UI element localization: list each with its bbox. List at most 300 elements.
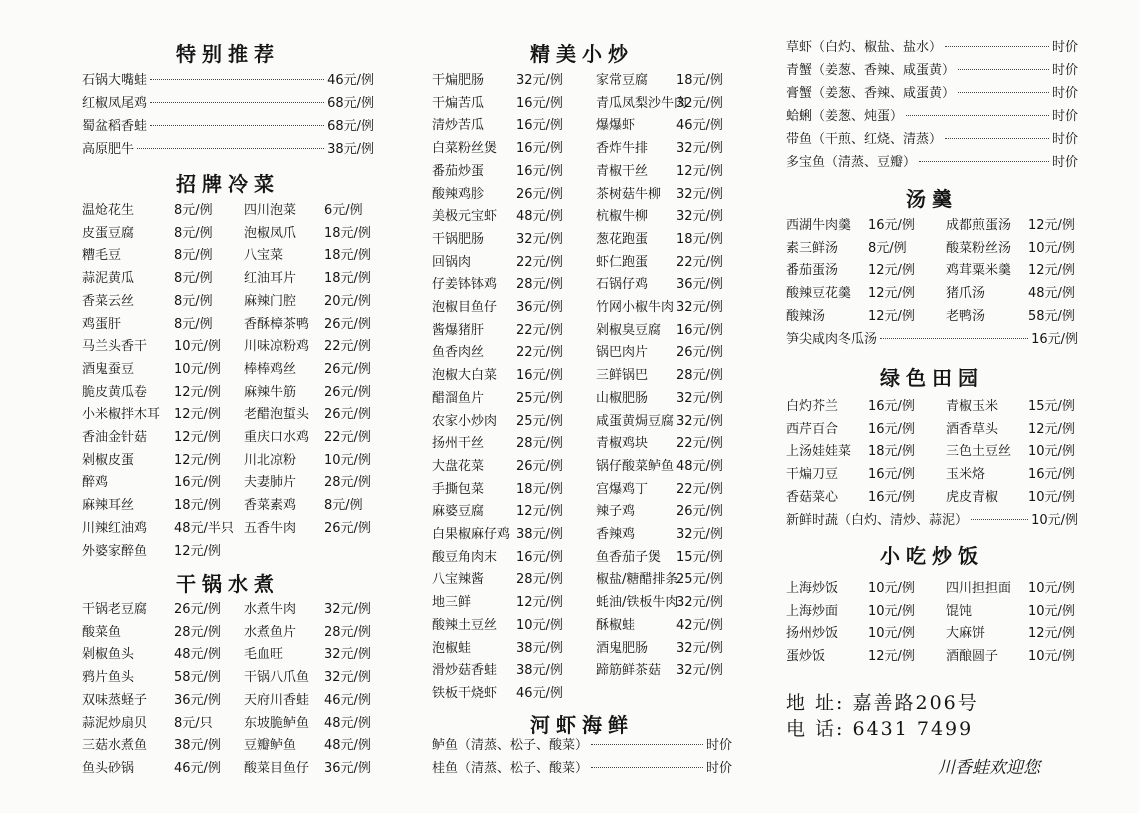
dish-name: 膏蟹（姜葱、香辣、咸蛋黄） [786, 86, 956, 101]
dish-price: 8元/例 [174, 225, 213, 241]
dish-name: 三菇水煮鱼 [82, 738, 148, 754]
dish-price: 16元/例 [1031, 332, 1078, 347]
dish-price: 26元/例 [516, 186, 563, 202]
menu-row [432, 206, 732, 228]
dish-price: 28元/例 [516, 277, 563, 293]
dish-price: 32元/例 [676, 640, 723, 656]
menu-row [82, 404, 374, 426]
dish-name: 青椒鸡块 [596, 436, 649, 452]
dish-price: 时价 [1051, 132, 1078, 147]
menu-row [786, 283, 1078, 305]
dish-name: 石锅大嘴蛙 [82, 73, 148, 88]
dish-name: 鸡茸粟米羹 [946, 263, 1012, 279]
dish-price: 18元/例 [676, 73, 723, 88]
dish-price: 20元/例 [324, 293, 371, 309]
dish-name: 鸡蛋肝 [82, 316, 122, 332]
dish-name: 酸菜鱼 [82, 624, 122, 640]
dish-price: 48元/半只 [174, 520, 234, 536]
dish-name: 新鲜时蔬（白灼、清炒、蒜泥） [786, 513, 969, 528]
dish-name: 茶树菇牛柳 [596, 186, 662, 202]
dish-price: 16元/例 [868, 421, 915, 437]
dish-name: 鱼头砂锅 [82, 760, 135, 776]
dot-leader [958, 92, 1049, 93]
dish-name: 酒酿圆子 [946, 649, 999, 665]
dish-name: 香菜云丝 [82, 293, 135, 309]
dish-price: 48元/例 [1028, 286, 1075, 302]
dish-name: 剁椒鱼头 [82, 647, 135, 663]
menu-row [432, 758, 732, 780]
menu-row [82, 314, 374, 336]
dish-price: 42元/例 [676, 617, 723, 633]
dish-price: 12元/例 [676, 163, 723, 179]
dish-price: 22元/例 [516, 345, 563, 361]
dish-name: 石锅仔鸡 [596, 277, 649, 293]
dish-name: 草虾（白灼、椒盐、盐水） [786, 40, 943, 55]
dish-price: 26元/例 [676, 345, 723, 361]
dish-name: 虎皮青椒 [946, 489, 999, 505]
menu-row [82, 245, 374, 267]
dish-name: 泡椒目鱼仔 [432, 300, 498, 315]
dish-name: 干煸肥肠 [432, 73, 485, 88]
dish-name: 棒棒鸡丝 [244, 361, 297, 377]
menu-row [786, 623, 1078, 645]
dish-name: 夫妻肺片 [244, 475, 297, 491]
dish-name: 酸菜目鱼仔 [244, 760, 310, 776]
dish-price: 16元/例 [868, 489, 915, 505]
dish-name: 滑炒菇香蛙 [432, 663, 498, 679]
dish-name: 白菜粉丝煲 [432, 141, 498, 157]
menu-row [82, 427, 374, 449]
dish-price: 16元/例 [1028, 467, 1075, 483]
dish-name: 干锅八爪鱼 [244, 670, 310, 686]
dish-price: 22元/例 [516, 254, 563, 270]
menu-row [432, 93, 732, 115]
dish-name: 地三鲜 [432, 595, 472, 611]
dish-name: 皮蛋豆腐 [82, 225, 135, 241]
dish-price: 16元/例 [868, 467, 915, 483]
dish-name: 水煮鱼片 [244, 624, 297, 640]
dish-name: 西湖牛肉羹 [786, 218, 852, 233]
dish-name: 爆爆虾 [596, 118, 636, 134]
dish-price: 48元/例 [324, 738, 371, 754]
dish-name: 马兰头香干 [82, 339, 148, 355]
dish-name: 八宝菜 [244, 248, 284, 264]
menu-row [786, 306, 1078, 328]
dish-name: 温炝花生 [82, 203, 135, 218]
dish-name: 猪爪汤 [946, 286, 986, 302]
dot-leader [945, 46, 1049, 47]
dish-name: 铁板干烧虾 [432, 685, 498, 701]
dish-name: 糟毛豆 [82, 248, 122, 264]
menu-row [432, 683, 732, 705]
menu-row [786, 419, 1078, 441]
dish-name: 多宝鱼（清蒸、豆瓣） [786, 155, 917, 170]
dish-price: 12元/例 [868, 649, 915, 665]
dish-name: 扬州干丝 [432, 436, 485, 452]
dish-name: 青椒干丝 [596, 163, 649, 179]
menu-row [786, 396, 1078, 418]
menu-row [82, 116, 374, 138]
dish-name: 红油耳片 [244, 271, 297, 287]
dish-price: 12元/例 [174, 452, 221, 468]
dot-leader [906, 115, 1049, 116]
dish-price: 18元/例 [174, 498, 221, 514]
dish-price: 26元/例 [324, 520, 371, 536]
dish-price: 26元/例 [324, 407, 371, 423]
menu-row [432, 569, 732, 591]
dish-name: 麻辣门腔 [244, 293, 297, 309]
menu-row [82, 70, 374, 92]
dish-name: 老鸭汤 [946, 308, 986, 324]
menu-row [82, 622, 374, 644]
dish-price: 15元/例 [1028, 399, 1075, 414]
dish-price: 10元/例 [174, 339, 221, 355]
menu-row [786, 215, 1078, 237]
menu-row [82, 450, 374, 472]
dish-price: 10元/例 [324, 452, 371, 468]
dish-name: 酒鬼蚕豆 [82, 361, 135, 377]
section-title: 精美小炒 [530, 42, 634, 66]
dish-name: 竹网小椒牛肉 [596, 300, 675, 315]
dish-name: 川辣红油鸡 [82, 520, 148, 536]
dish-price: 32元/例 [676, 595, 723, 611]
menu-row [786, 329, 1078, 351]
dish-name: 青椒玉米 [946, 399, 999, 414]
dish-price: 10元/例 [868, 603, 915, 619]
dish-name: 仔姜钵钵鸡 [432, 277, 498, 293]
dish-price: 18元/例 [324, 271, 371, 287]
dish-name: 美极元宝虾 [432, 209, 498, 225]
dish-price: 8元/例 [174, 248, 213, 264]
dish-price: 16元/例 [516, 95, 563, 111]
dish-price: 时价 [1051, 109, 1078, 124]
dish-price: 18元/例 [516, 481, 563, 497]
dish-name: 香酥樟茶鸭 [244, 316, 310, 332]
dish-name: 蛤蜊（姜葱、炖蛋） [786, 109, 904, 124]
dot-leader [137, 148, 324, 149]
dish-price: 15元/例 [676, 549, 723, 565]
dish-name: 回锅肉 [432, 254, 472, 270]
menu-row [82, 268, 374, 290]
menu-row [82, 223, 374, 245]
menu-row [786, 464, 1078, 486]
dish-price: 12元/例 [1028, 421, 1075, 437]
dish-price: 26元/例 [516, 458, 563, 474]
dot-leader [919, 161, 1049, 162]
dish-name: 鱼香肉丝 [432, 345, 485, 361]
dish-price: 10元/例 [1028, 603, 1075, 619]
dish-name: 白果椒麻仔鸡 [432, 527, 511, 542]
dish-price: 18元/例 [676, 231, 723, 247]
dot-leader [150, 125, 324, 126]
dish-name: 玉米烙 [946, 467, 986, 483]
menu-row [82, 541, 374, 563]
dish-price: 8元/例 [868, 240, 907, 256]
dish-price: 26元/例 [324, 316, 371, 332]
menu-row [432, 274, 732, 296]
dish-price: 28元/例 [324, 475, 371, 491]
dish-price: 时价 [705, 761, 732, 776]
dish-name: 香炸牛排 [596, 141, 649, 157]
dish-name: 手撕包菜 [432, 481, 485, 497]
dish-name: 家常豆腐 [596, 73, 649, 88]
dish-name: 扬州炒饭 [786, 626, 839, 642]
dish-name: 宫爆鸡丁 [596, 481, 649, 497]
dish-price: 32元/例 [676, 209, 723, 225]
menu-row [432, 138, 732, 160]
dish-price: 12元/例 [516, 595, 563, 611]
dish-name: 老醋泡蜇头 [244, 407, 310, 423]
address: 地 址: 嘉善路206号 [786, 692, 979, 714]
dish-price: 10元/例 [174, 361, 221, 377]
dish-price: 38元/例 [516, 663, 563, 679]
menu-row [786, 238, 1078, 260]
menu-row [432, 433, 732, 455]
dish-name: 蹄筋鲜茶菇 [596, 663, 662, 679]
dish-name: 麻婆豆腐 [432, 504, 485, 520]
dish-name: 酸豆角肉末 [432, 549, 498, 565]
dish-price: 48元/例 [324, 715, 371, 731]
dish-name: 红椒凤尾鸡 [82, 96, 148, 111]
menu-row [82, 713, 374, 735]
dish-price: 10元/例 [516, 617, 563, 633]
signature: 川香蛙欢迎您 [938, 758, 1040, 778]
dish-price: 28元/例 [516, 436, 563, 452]
menu-row [432, 456, 732, 478]
dish-name: 酸辣汤 [786, 308, 826, 324]
dish-name: 八宝辣酱 [432, 572, 485, 588]
section-title: 小吃炒饭 [880, 544, 984, 568]
menu-row [786, 83, 1078, 105]
dish-price: 16元/例 [676, 322, 723, 338]
dish-name: 五香牛肉 [244, 520, 297, 536]
dish-name: 上汤娃娃菜 [786, 444, 852, 460]
dish-price: 16元/例 [868, 218, 915, 233]
dish-price: 12元/例 [868, 308, 915, 324]
dish-name: 毛血旺 [244, 647, 284, 663]
menu-row [432, 229, 732, 251]
dish-name: 麻辣耳丝 [82, 498, 135, 514]
menu-row [82, 200, 374, 222]
menu-row [432, 411, 732, 433]
menu-row [82, 495, 374, 517]
dish-price: 16元/例 [516, 163, 563, 179]
section-title: 特别推荐 [176, 42, 280, 66]
menu-row [432, 115, 732, 137]
dish-price: 12元/例 [174, 543, 221, 559]
dish-name: 东坡脆鲈鱼 [244, 715, 310, 731]
dish-price: 16元/例 [516, 549, 563, 565]
dish-price: 时价 [1051, 86, 1078, 101]
dish-price: 12元/例 [868, 263, 915, 279]
dish-price: 32元/例 [516, 231, 563, 247]
dish-name: 川北凉粉 [244, 452, 297, 468]
dish-price: 22元/例 [324, 430, 371, 445]
menu-row [432, 252, 732, 274]
dish-name: 剁椒皮蛋 [82, 452, 135, 468]
dish-name: 泡椒蛙 [432, 640, 472, 656]
dish-price: 22元/例 [676, 254, 723, 270]
dish-price: 28元/例 [676, 368, 723, 384]
dish-price: 28元/例 [174, 624, 221, 640]
dish-name: 外婆家醉鱼 [82, 543, 148, 559]
dish-name: 干煸刀豆 [786, 467, 839, 483]
menu-row [82, 472, 374, 494]
dish-price: 32元/例 [324, 602, 371, 617]
dish-price: 32元/例 [676, 390, 723, 406]
dish-price: 28元/例 [324, 624, 371, 640]
dish-name: 大盘花菜 [432, 458, 485, 474]
dish-name: 笋尖咸肉冬瓜汤 [786, 332, 878, 347]
dish-price: 36元/例 [676, 277, 723, 293]
dish-price: 25元/例 [676, 572, 723, 588]
dot-leader [958, 69, 1049, 70]
dish-price: 22元/例 [516, 322, 563, 338]
menu-row [432, 297, 732, 319]
dish-name: 三鲜锅巴 [596, 368, 649, 384]
dish-name: 泡椒大白菜 [432, 368, 498, 384]
menu-row [82, 758, 374, 780]
menu-row [786, 510, 1078, 532]
dish-name: 西芹百合 [786, 421, 839, 437]
menu-row [786, 601, 1078, 623]
dish-price: 16元/例 [174, 475, 221, 491]
dish-price: 10元/例 [868, 626, 915, 642]
menu-row [82, 518, 374, 540]
dish-price: 48元/例 [676, 458, 723, 474]
dish-name: 豆瓣鲈鱼 [244, 738, 297, 754]
dish-price: 32元/例 [324, 647, 371, 663]
dish-name: 白灼芥兰 [786, 399, 839, 414]
dish-price: 32元/例 [676, 300, 723, 315]
dish-name: 香菜素鸡 [244, 498, 297, 514]
dish-name: 香油金针菇 [82, 430, 148, 445]
dish-price: 26元/例 [324, 361, 371, 377]
dish-name: 鲈鱼（清蒸、松子、酸菜） [432, 738, 589, 753]
dish-name: 酒鬼肥肠 [596, 640, 649, 656]
section-title: 干锅水煮 [176, 572, 280, 596]
dish-name: 酸辣土豆丝 [432, 617, 498, 633]
dish-name: 清炒苦瓜 [432, 118, 485, 134]
menu-row [432, 161, 732, 183]
dish-price: 32元/例 [516, 73, 563, 88]
dish-price: 时价 [1051, 155, 1078, 170]
dish-name: 干锅肥肠 [432, 231, 485, 247]
dish-price: 6元/例 [324, 203, 363, 218]
dish-name: 水煮牛肉 [244, 602, 297, 617]
menu-row [432, 479, 732, 501]
dish-name: 蛋炒饭 [786, 649, 826, 665]
dish-name: 酥椒蛙 [596, 617, 636, 633]
menu-row [82, 735, 374, 757]
menu-row [432, 184, 732, 206]
dish-price: 26元/例 [324, 384, 371, 400]
dish-price: 16元/例 [516, 141, 563, 157]
menu-row [82, 336, 374, 358]
dish-price: 22元/例 [324, 339, 371, 355]
dish-price: 48元/例 [516, 209, 563, 225]
dot-leader [971, 519, 1028, 520]
dish-price: 22元/例 [676, 436, 723, 452]
menu-row [786, 129, 1078, 151]
dish-name: 番茄蛋汤 [786, 263, 839, 279]
dish-name: 干煸苦瓜 [432, 95, 485, 111]
dish-price: 12元/例 [1028, 263, 1075, 279]
dish-name: 香辣鸡 [596, 527, 636, 542]
dish-price: 46元/例 [174, 760, 221, 776]
dot-leader [150, 102, 324, 103]
dish-price: 58元/例 [1028, 308, 1075, 324]
dish-price: 18元/例 [868, 444, 915, 460]
dish-price: 12元/例 [868, 286, 915, 302]
dish-price: 58元/例 [174, 670, 221, 686]
dish-name: 上海炒面 [786, 603, 839, 619]
menu-row [432, 638, 732, 660]
dish-price: 16元/例 [516, 368, 563, 384]
dish-name: 农家小炒肉 [432, 413, 498, 429]
dish-name: 干锅老豆腐 [82, 602, 148, 617]
menu-row [82, 359, 374, 381]
dish-name: 麻辣牛筋 [244, 384, 297, 400]
menu-row [432, 501, 732, 523]
dish-price: 28元/例 [516, 572, 563, 588]
menu-row [432, 524, 732, 546]
dish-name: 鱼香茄子煲 [596, 549, 662, 565]
dish-price: 26元/例 [676, 504, 723, 520]
dish-name: 山椒肥肠 [596, 390, 649, 406]
menu-row [82, 291, 374, 313]
dish-name: 重庆口水鸡 [244, 430, 310, 445]
menu-row [432, 660, 732, 682]
dish-name: 馄饨 [946, 603, 973, 619]
menu-row [786, 487, 1078, 509]
dish-price: 时价 [1051, 40, 1078, 55]
dish-price: 8元/例 [174, 293, 213, 309]
dish-price: 时价 [1051, 63, 1078, 78]
dish-name: 咸蛋黄焗豆腐 [596, 413, 675, 429]
menu-row [432, 388, 732, 410]
dish-price: 32元/例 [324, 670, 371, 686]
dish-name: 小米椒拌木耳 [82, 407, 161, 423]
menu-row [432, 615, 732, 637]
dish-name: 脆皮黄瓜卷 [82, 384, 148, 400]
dish-price: 时价 [705, 738, 732, 753]
menu-row [432, 592, 732, 614]
dish-price: 32元/例 [676, 95, 723, 111]
dish-price: 10元/例 [1028, 489, 1075, 505]
dish-price: 68元/例 [327, 119, 374, 134]
dish-price: 10元/例 [1028, 240, 1075, 256]
dish-name: 带鱼（干煎、红烧、清蒸） [786, 132, 943, 147]
dish-name: 蒜泥黄瓜 [82, 271, 135, 287]
dish-price: 32元/例 [676, 141, 723, 157]
dish-price: 8元/例 [174, 316, 213, 332]
dish-price: 25元/例 [516, 413, 563, 429]
dish-name: 酸辣豆花羹 [786, 286, 852, 302]
dish-price: 46元/例 [327, 73, 374, 88]
dish-price: 10元/例 [1028, 649, 1075, 665]
dish-price: 48元/例 [174, 647, 221, 663]
dish-price: 8元/只 [174, 715, 213, 731]
dish-name: 上海炒饭 [786, 581, 839, 596]
dish-price: 12元/例 [174, 384, 221, 400]
dish-price: 32元/例 [676, 527, 723, 542]
dish-name: 椒盐/糖醋排条 [596, 572, 679, 588]
dish-price: 22元/例 [676, 481, 723, 497]
dish-price: 10元/例 [1028, 444, 1075, 460]
dish-price: 12元/例 [1028, 626, 1075, 642]
dish-price: 32元/例 [676, 186, 723, 202]
